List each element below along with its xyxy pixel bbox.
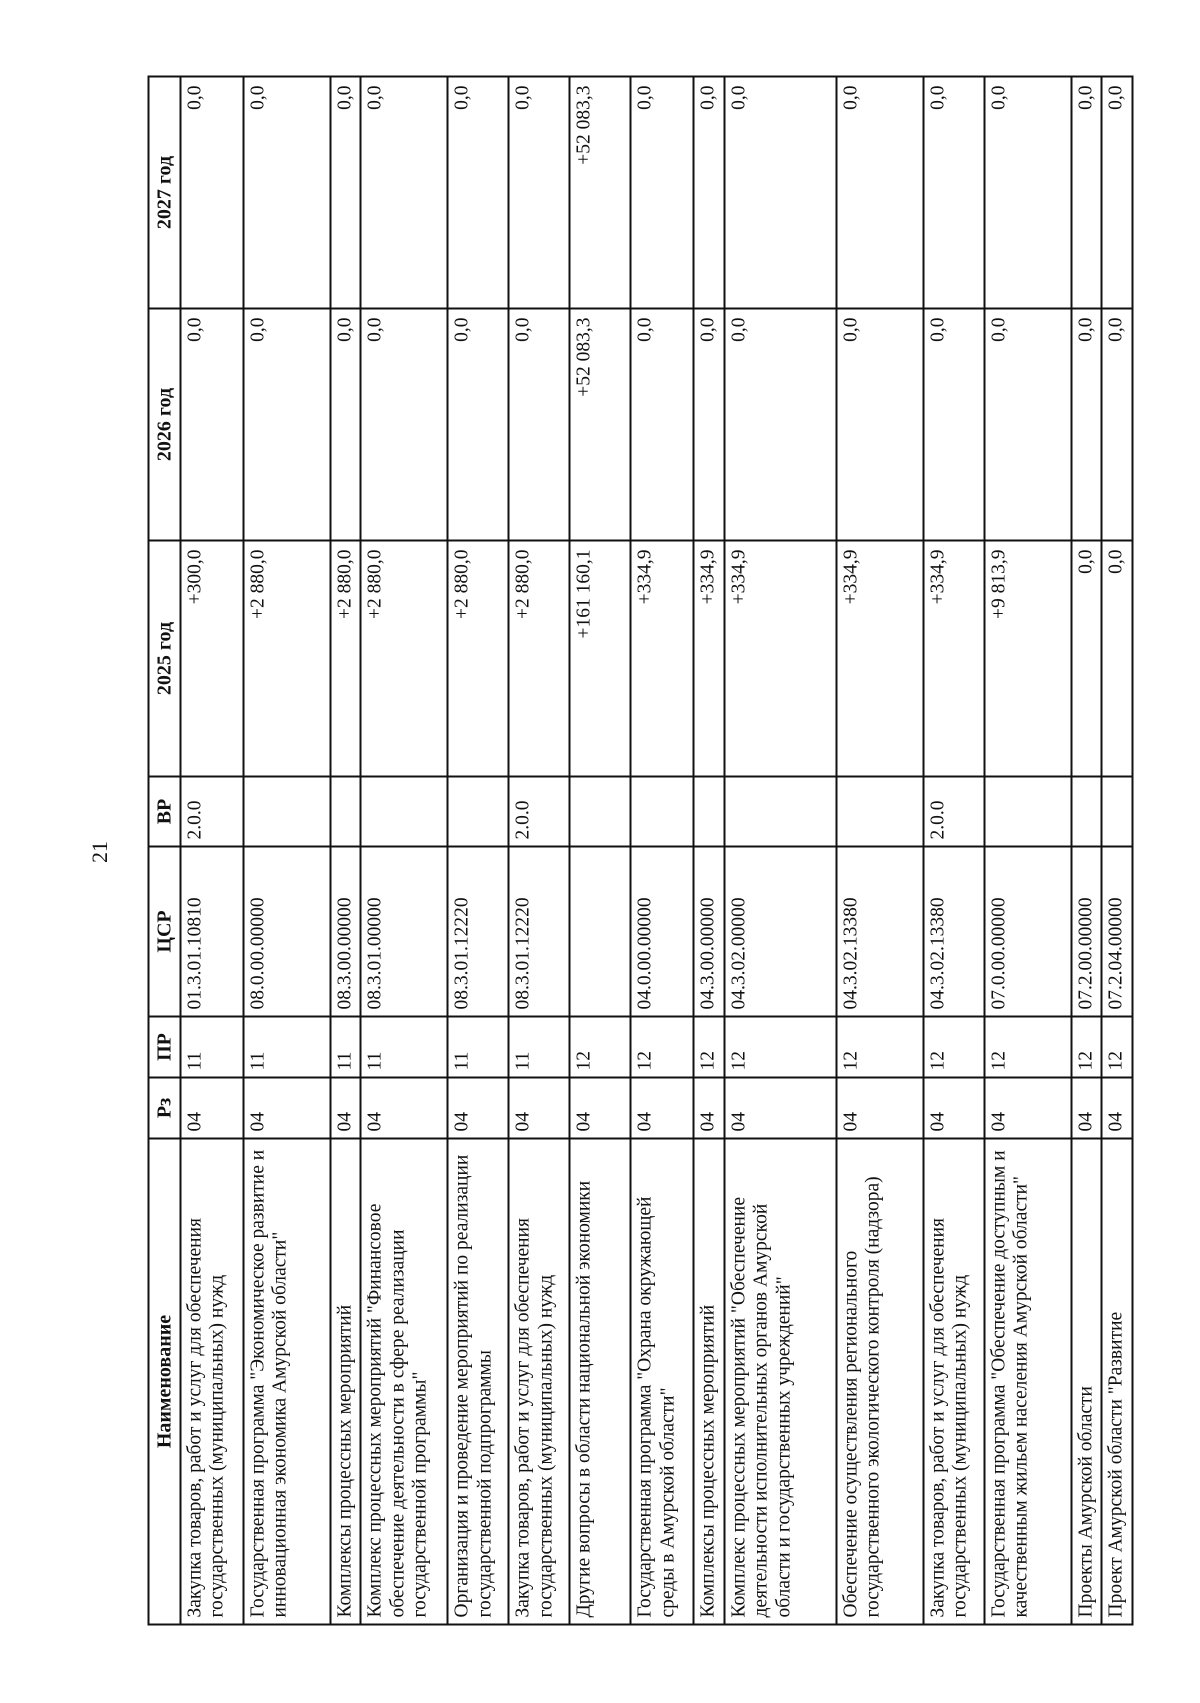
cell-y2025: +334,9	[923, 541, 984, 777]
cell-name: Государственная программа "Экономическое развитие и инновационная экономика Амурской области"	[244, 1139, 331, 1625]
cell-y2025: +334,9	[694, 541, 724, 777]
cell-y2026: 0,0	[984, 309, 1071, 541]
cell-y2027: 0,0	[694, 77, 724, 309]
cell-y2026: +52 083,3	[570, 309, 631, 541]
cell-csr: 07.2.00.00000	[1071, 847, 1101, 1017]
cell-csr: 04.3.02.13380	[923, 847, 984, 1017]
cell-y2025: +2 880,0	[244, 541, 331, 777]
table-row	[984, 77, 1071, 1625]
cell-y2025: +334,9	[724, 541, 836, 777]
cell-y2025: +2 880,0	[361, 541, 448, 777]
cell-vr	[448, 777, 509, 847]
cell-y2026: 0,0	[331, 309, 361, 541]
table-row	[836, 77, 923, 1625]
cell-vr	[984, 777, 1071, 847]
header-2025: 2025 год	[149, 541, 181, 777]
cell-vr: 2.0.0	[923, 777, 984, 847]
cell-vr	[1071, 777, 1101, 847]
cell-rz: 04	[244, 1078, 331, 1139]
cell-y2026: 0,0	[1071, 309, 1101, 541]
cell-name: Закупка товаров, работ и услуг для обеспечения государственных (муниципальных) нужд	[509, 1139, 570, 1625]
header-name: Наименование	[149, 1139, 181, 1625]
table-row	[694, 77, 724, 1625]
cell-vr: 2.0.0	[181, 777, 244, 847]
table-row	[244, 77, 331, 1625]
cell-vr	[331, 777, 361, 847]
cell-vr	[631, 777, 694, 847]
cell-csr: 04.3.02.13380	[836, 847, 923, 1017]
cell-y2027: 0,0	[1102, 77, 1132, 309]
cell-rz: 04	[836, 1078, 923, 1139]
rotated-table-wrapper	[148, 78, 1127, 1626]
cell-y2027: 0,0	[181, 77, 244, 309]
cell-pr: 11	[331, 1017, 361, 1078]
cell-rz: 04	[984, 1078, 1071, 1139]
cell-y2027: 0,0	[836, 77, 923, 309]
cell-pr: 11	[448, 1017, 509, 1078]
table-row	[331, 77, 361, 1625]
cell-rz: 04	[694, 1078, 724, 1139]
cell-y2025: 0,0	[1102, 541, 1132, 777]
cell-name: Государственная программа "Охрана окружающей среды в Амурской области"	[631, 1139, 694, 1625]
header-2026: 2026 год	[149, 309, 181, 541]
cell-rz: 04	[570, 1078, 631, 1139]
header-2027: 2027 год	[149, 77, 181, 309]
cell-y2027: 0,0	[724, 77, 836, 309]
table-row	[724, 77, 836, 1625]
cell-y2026: 0,0	[631, 309, 694, 541]
cell-y2027: 0,0	[923, 77, 984, 309]
cell-rz: 04	[923, 1078, 984, 1139]
cell-y2027: 0,0	[509, 77, 570, 309]
cell-csr	[570, 847, 631, 1017]
cell-y2025: +2 880,0	[509, 541, 570, 777]
cell-pr: 12	[724, 1017, 836, 1078]
cell-name: Проект Амурской области "Развитие	[1102, 1139, 1132, 1625]
cell-y2025: +2 880,0	[448, 541, 509, 777]
cell-y2025: +2 880,0	[331, 541, 361, 777]
cell-pr: 11	[361, 1017, 448, 1078]
cell-pr: 12	[1071, 1017, 1101, 1078]
cell-y2027: 0,0	[631, 77, 694, 309]
cell-rz: 04	[361, 1078, 448, 1139]
table-row	[448, 77, 509, 1625]
cell-vr	[724, 777, 836, 847]
cell-csr: 04.0.00.00000	[631, 847, 694, 1017]
table-row	[1102, 77, 1132, 1625]
cell-vr	[836, 777, 923, 847]
cell-y2025: 0,0	[1071, 541, 1101, 777]
table-row	[181, 77, 244, 1625]
cell-y2025: +9 813,9	[984, 541, 1071, 777]
cell-rz: 04	[509, 1078, 570, 1139]
table-body	[181, 77, 1133, 1625]
cell-csr: 08.3.01.00000	[361, 847, 448, 1017]
table-row	[509, 77, 570, 1625]
cell-rz: 04	[631, 1078, 694, 1139]
cell-pr: 12	[631, 1017, 694, 1078]
page-number: 21	[87, 841, 112, 863]
cell-y2026: 0,0	[1102, 309, 1132, 541]
cell-name: Обеспечение осуществления регионального государственного экологического контроля (надзора)	[836, 1139, 923, 1625]
cell-pr: 11	[181, 1017, 244, 1078]
cell-rz: 04	[724, 1078, 836, 1139]
cell-vr	[361, 777, 448, 847]
cell-y2026: 0,0	[836, 309, 923, 541]
cell-csr: 04.3.02.00000	[724, 847, 836, 1017]
cell-name: Другие вопросы в области национальной экономики	[570, 1139, 631, 1625]
cell-vr	[244, 777, 331, 847]
header-rz: Рз	[149, 1078, 181, 1139]
cell-pr: 12	[836, 1017, 923, 1078]
header-csr: ЦСР	[149, 847, 181, 1017]
cell-csr: 07.2.04.00000	[1102, 847, 1132, 1017]
cell-y2026: 0,0	[181, 309, 244, 541]
cell-rz: 04	[181, 1078, 244, 1139]
cell-y2027: 0,0	[448, 77, 509, 309]
cell-vr: 2.0.0	[509, 777, 570, 847]
cell-y2025: +161 160,1	[570, 541, 631, 777]
table-row	[923, 77, 984, 1625]
cell-rz: 04	[1071, 1078, 1101, 1139]
cell-name: Комплексы процессных мероприятий	[694, 1139, 724, 1625]
cell-name: Организация и проведение мероприятий по реализации государственной подпрограммы	[448, 1139, 509, 1625]
table-row	[1071, 77, 1101, 1625]
cell-y2025: +334,9	[836, 541, 923, 777]
cell-y2026: 0,0	[448, 309, 509, 541]
cell-y2025: +300,0	[181, 541, 244, 777]
cell-name: Комплексы процессных мероприятий	[331, 1139, 361, 1625]
cell-pr: 12	[694, 1017, 724, 1078]
cell-y2026: 0,0	[244, 309, 331, 541]
table-row	[631, 77, 694, 1625]
cell-name: Комплекс процессных мероприятий "Финансовое обеспечение деятельности в сфере реализации государственной программы"	[361, 1139, 448, 1625]
cell-csr: 08.3.01.12220	[448, 847, 509, 1017]
cell-vr	[1102, 777, 1132, 847]
cell-pr: 11	[509, 1017, 570, 1078]
cell-y2027: 0,0	[244, 77, 331, 309]
header-pr: ПР	[149, 1017, 181, 1078]
cell-y2026: 0,0	[509, 309, 570, 541]
cell-rz: 04	[1102, 1078, 1132, 1139]
budget-table	[148, 76, 1134, 1626]
cell-y2026: 0,0	[724, 309, 836, 541]
table-row	[570, 77, 631, 1625]
cell-vr	[694, 777, 724, 847]
cell-y2025: +334,9	[631, 541, 694, 777]
cell-csr: 08.3.01.12220	[509, 847, 570, 1017]
cell-pr: 11	[244, 1017, 331, 1078]
cell-csr: 07.0.00.00000	[984, 847, 1071, 1017]
cell-y2027: 0,0	[331, 77, 361, 309]
cell-y2027: 0,0	[1071, 77, 1101, 309]
cell-csr: 04.3.00.00000	[694, 847, 724, 1017]
cell-rz: 04	[448, 1078, 509, 1139]
cell-csr: 01.3.01.10810	[181, 847, 244, 1017]
cell-pr: 12	[923, 1017, 984, 1078]
cell-name: Государственная программа "Обеспечение доступным и качественным жильем населения Амурской области"	[984, 1139, 1071, 1625]
cell-name: Закупка товаров, работ и услуг для обеспечения государственных (муниципальных) нужд	[181, 1139, 244, 1625]
cell-csr: 08.0.00.00000	[244, 847, 331, 1017]
cell-y2027: +52 083,3	[570, 77, 631, 309]
cell-rz: 04	[331, 1078, 361, 1139]
table-row	[361, 77, 448, 1625]
cell-y2026: 0,0	[694, 309, 724, 541]
cell-y2027: 0,0	[361, 77, 448, 309]
cell-csr: 08.3.00.00000	[331, 847, 361, 1017]
cell-pr: 12	[1102, 1017, 1132, 1078]
header-vr: ВР	[149, 777, 181, 847]
cell-name: Проекты Амурской области	[1071, 1139, 1101, 1625]
cell-y2026: 0,0	[923, 309, 984, 541]
cell-pr: 12	[984, 1017, 1071, 1078]
cell-y2027: 0,0	[984, 77, 1071, 309]
header-row	[149, 77, 181, 1625]
cell-name: Закупка товаров, работ и услуг для обеспечения государственных (муниципальных) нужд	[923, 1139, 984, 1625]
cell-y2026: 0,0	[361, 309, 448, 541]
cell-pr: 12	[570, 1017, 631, 1078]
cell-vr	[570, 777, 631, 847]
cell-name: Комплекс процессных мероприятий "Обеспечение деятельности исполнительных органов Амурской области и государственных учреждений"	[724, 1139, 836, 1625]
